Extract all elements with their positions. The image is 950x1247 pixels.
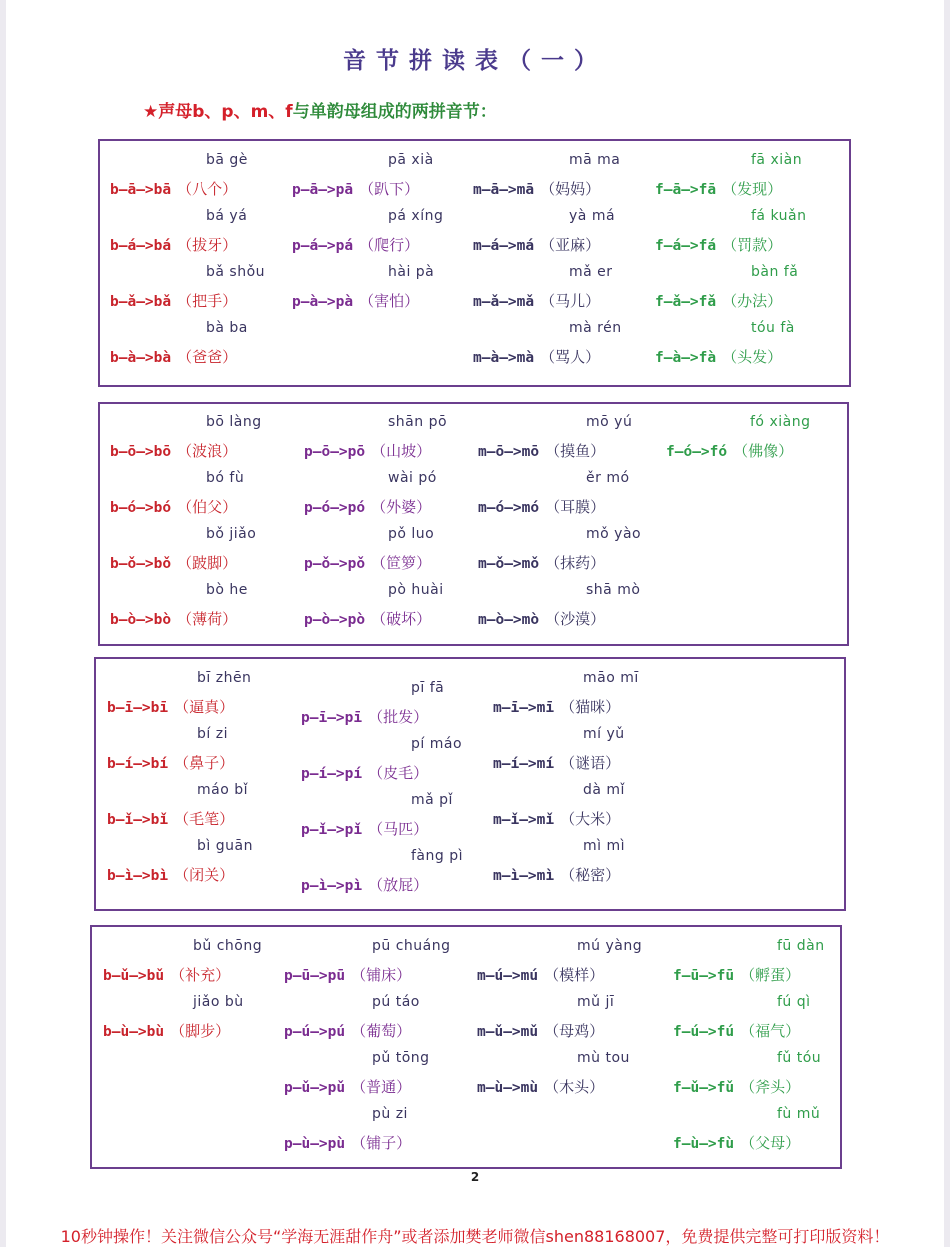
spelling-formula: m—á—>má — [473, 238, 535, 254]
pinyin-example: jiǎo bù — [193, 994, 244, 1010]
spelling-line — [493, 808, 620, 829]
example-word: （脚步） — [170, 1022, 231, 1040]
example-word: （头发） — [722, 348, 783, 366]
box4-b-syllable-1 — [103, 938, 313, 994]
pinyin-example: pù zi — [372, 1106, 408, 1122]
spelling-formula: f—ù—>fù — [673, 1136, 735, 1152]
box1-m-syllable-3 — [473, 264, 683, 320]
pinyin-example: pǒ luo — [388, 526, 435, 542]
spelling-line — [103, 1020, 230, 1041]
spelling-line — [477, 1076, 604, 1097]
example-word: （妈妈） — [540, 180, 601, 198]
pinyin-example: shān pō — [388, 414, 448, 430]
example-word: （抹药） — [545, 554, 606, 572]
pinyin-example: mì mì — [583, 838, 626, 854]
example-word: （把手） — [177, 292, 238, 310]
spelling-line — [110, 496, 237, 517]
spelling-formula: b—ǎ—>bǎ — [110, 294, 172, 310]
example-word: （闭关） — [174, 866, 235, 884]
spelling-formula: f—ǎ—>fǎ — [655, 294, 717, 310]
spelling-line — [666, 440, 793, 461]
pinyin-example: yà má — [569, 208, 616, 224]
example-word: （秘密） — [560, 866, 621, 884]
pinyin-example: bǔ chōng — [193, 938, 263, 954]
box3-b-syllable-3 — [107, 782, 317, 838]
spelling-line — [478, 440, 605, 461]
spelling-formula: p—ǔ—>pǔ — [284, 1080, 346, 1096]
pinyin-example: mā ma — [569, 152, 621, 168]
box2-b-syllable-4 — [110, 582, 320, 638]
spelling-formula: p—í—>pí — [301, 766, 363, 782]
pinyin-example: hài pà — [388, 264, 435, 280]
spelling-formula: m—ò—>mò — [478, 612, 540, 628]
example-word: （马匹） — [368, 820, 429, 838]
pinyin-example: tóu fà — [751, 320, 795, 336]
spelling-formula: b—à—>bà — [110, 350, 172, 366]
box2-f-syllable-1 — [666, 414, 876, 470]
spelling-formula: m—í—>mí — [493, 756, 555, 772]
heading-description: 与单韵母组成的两拼音节： — [292, 102, 497, 122]
spelling-formula: b—ì—>bì — [107, 868, 169, 884]
example-word: （伯父） — [177, 498, 238, 516]
spelling-line — [493, 752, 620, 773]
box3-m-syllable-3 — [493, 782, 703, 838]
right-edge-shade — [944, 0, 950, 1247]
pinyin-example: mí yǔ — [583, 726, 625, 742]
example-word: （爸爸） — [177, 348, 238, 366]
spelling-formula: b—ī—>bī — [107, 700, 169, 716]
spelling-formula: m—ú—>mú — [477, 968, 539, 984]
spelling-formula: b—ā—>bā — [110, 182, 172, 198]
spelling-formula: b—ǐ—>bǐ — [107, 812, 169, 828]
spelling-formula: b—á—>bá — [110, 238, 172, 254]
box3-p-syllable-4 — [301, 848, 511, 904]
pinyin-example: pò huài — [388, 582, 444, 598]
box1-p-syllable-2 — [292, 208, 502, 264]
example-word: （铺子） — [351, 1134, 412, 1152]
box4-f-syllable-2 — [673, 994, 883, 1050]
pinyin-example: bí zi — [197, 726, 228, 742]
example-word: （皮毛） — [368, 764, 429, 782]
box4-p-syllable-1 — [284, 938, 494, 994]
box2-m-syllable-1 — [478, 414, 688, 470]
example-word: （沙漠） — [545, 610, 606, 628]
box1-p-syllable-1 — [292, 152, 502, 208]
spelling-line — [493, 696, 620, 717]
spelling-line — [107, 752, 234, 773]
example-word: （亚麻） — [540, 236, 601, 254]
pinyin-example: shā mò — [586, 582, 641, 598]
example-word: （拔牙） — [177, 236, 238, 254]
example-word: （波浪） — [177, 442, 238, 460]
star-icon: ★ — [143, 102, 159, 122]
pinyin-example: mǒ yào — [586, 526, 642, 542]
spelling-line — [110, 440, 237, 461]
pinyin-example: fú qì — [777, 994, 811, 1010]
spelling-formula: f—ū—>fū — [673, 968, 735, 984]
pinyin-example: bì guān — [197, 838, 253, 854]
example-word: （鼻子） — [174, 754, 235, 772]
box3-p-syllable-3 — [301, 792, 511, 848]
example-word: （山坡） — [371, 442, 432, 460]
example-word: （趴下） — [359, 180, 420, 198]
pinyin-example: bǎ shǒu — [206, 264, 266, 280]
spelling-formula: p—ī—>pī — [301, 710, 363, 726]
spelling-line — [477, 964, 604, 985]
page-title: 音节拼读表（一） — [343, 47, 607, 74]
spelling-line — [673, 1076, 800, 1097]
example-word: （耳膜） — [545, 498, 606, 516]
spelling-formula: f—ā—>fā — [655, 182, 717, 198]
pinyin-example: fǔ tóu — [777, 1050, 822, 1066]
example-word: （罚款） — [722, 236, 783, 254]
box4-f-syllable-3 — [673, 1050, 883, 1106]
pinyin-example: pú táo — [372, 994, 420, 1010]
section-heading — [143, 97, 497, 122]
example-word: （骂人） — [540, 348, 601, 366]
spelling-line — [673, 1132, 800, 1153]
pinyin-example: pǔ tōng — [372, 1050, 430, 1066]
spelling-line — [284, 1076, 411, 1097]
spelling-line — [107, 864, 234, 885]
spelling-formula: m—à—>mà — [473, 350, 535, 366]
spelling-line — [284, 1132, 411, 1153]
pinyin-example: dà mǐ — [583, 782, 625, 798]
example-word: （办法） — [722, 292, 783, 310]
spelling-formula: f—á—>fá — [655, 238, 717, 254]
example-word: （父母） — [740, 1134, 801, 1152]
box3-m-syllable-1 — [493, 670, 703, 726]
heading-initials: 声母b、p、m、f — [158, 102, 293, 122]
pinyin-example: mǎ er — [569, 264, 613, 280]
spelling-formula: m—ǔ—>mǔ — [477, 1024, 539, 1040]
pinyin-example: pá xíng — [388, 208, 444, 224]
example-word: （毛笔） — [174, 810, 235, 828]
box3-p-syllable-1 — [301, 680, 511, 736]
spelling-line — [301, 818, 428, 839]
pinyin-example: pī fā — [411, 680, 445, 696]
spelling-formula: b—ō—>bō — [110, 444, 172, 460]
example-word: （斧头） — [740, 1078, 801, 1096]
spelling-line — [107, 696, 234, 717]
spelling-formula: m—ù—>mù — [477, 1080, 539, 1096]
left-edge-shade — [0, 0, 6, 1247]
example-word: （发现） — [722, 180, 783, 198]
example-word: （破坏） — [371, 610, 432, 628]
spelling-formula: p—ù—>pù — [284, 1136, 346, 1152]
spelling-formula: p—ō—>pō — [304, 444, 366, 460]
spelling-line — [478, 496, 605, 517]
example-word: （谜语） — [560, 754, 621, 772]
spelling-formula: m—ì—>mì — [493, 868, 555, 884]
pinyin-example: pū chuáng — [372, 938, 451, 954]
spelling-line — [477, 1020, 604, 1041]
example-word: （摸鱼） — [545, 442, 606, 460]
pinyin-example: mú yàng — [577, 938, 643, 954]
pinyin-example: máo bǐ — [197, 782, 249, 798]
box1-b-syllable-2 — [110, 208, 320, 264]
pinyin-example: bá yá — [206, 208, 248, 224]
spelling-line — [110, 346, 237, 367]
spelling-formula: m—ǐ—>mǐ — [493, 812, 555, 828]
example-word: （外婆） — [371, 498, 432, 516]
pinyin-example: bà ba — [206, 320, 248, 336]
spelling-line — [292, 178, 419, 199]
box4-b-syllable-2 — [103, 994, 313, 1050]
box4-p-syllable-3 — [284, 1050, 494, 1106]
pinyin-example: fá kuǎn — [751, 208, 807, 224]
spelling-line — [110, 290, 237, 311]
spelling-formula: p—ó—>pó — [304, 500, 366, 516]
spelling-line — [673, 964, 800, 985]
box1-b-syllable-1 — [110, 152, 320, 208]
pinyin-example: bā gè — [206, 152, 248, 168]
pinyin-example: fó xiàng — [750, 414, 811, 430]
spelling-line — [473, 178, 600, 199]
example-word: （放屁） — [368, 876, 429, 894]
spelling-line — [301, 874, 428, 895]
example-word: （佛像） — [733, 442, 794, 460]
example-word: （福气） — [740, 1022, 801, 1040]
spelling-formula: p—ú—>pú — [284, 1024, 346, 1040]
box1-p-syllable-3 — [292, 264, 502, 320]
example-word: （害怕） — [359, 292, 420, 310]
pinyin-example: mō yú — [586, 414, 633, 430]
spelling-formula: m—ī—>mī — [493, 700, 555, 716]
spelling-line — [655, 234, 782, 255]
pinyin-example: fàng pì — [411, 848, 463, 864]
spelling-line — [473, 290, 600, 311]
box3-m-syllable-4 — [493, 838, 703, 894]
box1-f-syllable-3 — [655, 264, 865, 320]
box3-b-syllable-2 — [107, 726, 317, 782]
example-word: （笸箩） — [371, 554, 432, 572]
spelling-formula: p—ǒ—>pǒ — [304, 556, 366, 572]
spelling-formula: m—ǒ—>mǒ — [478, 556, 540, 572]
box2-m-syllable-3 — [478, 526, 688, 582]
pinyin-example: pí máo — [411, 736, 463, 752]
example-word: （逼真） — [174, 698, 235, 716]
spelling-formula: p—ū—>pū — [284, 968, 346, 984]
spelling-formula: b—ǒ—>bǒ — [110, 556, 172, 572]
pinyin-example: mà rén — [569, 320, 622, 336]
box1-m-syllable-1 — [473, 152, 683, 208]
spelling-formula: p—ì—>pì — [301, 878, 363, 894]
box3-b-syllable-4 — [107, 838, 317, 894]
page-number: 2 — [470, 1170, 480, 1184]
box1-b-syllable-4 — [110, 320, 320, 376]
box1-f-syllable-2 — [655, 208, 865, 264]
spelling-formula: p—à—>pà — [292, 294, 354, 310]
spelling-formula: b—ǔ—>bǔ — [103, 968, 165, 984]
box1-m-syllable-2 — [473, 208, 683, 264]
example-word: （母鸡） — [544, 1022, 605, 1040]
promo-footer: 10秒钟操作！关注微信公众号“学海无涯甜作舟”或者添加樊老师微信shen88168007，免费提供完整可打印版资料！ — [60, 1227, 890, 1246]
spelling-line — [655, 346, 782, 367]
spelling-line — [301, 762, 428, 783]
spelling-line — [110, 552, 237, 573]
spelling-formula: p—ǐ—>pǐ — [301, 822, 363, 838]
example-word: （大米） — [560, 810, 621, 828]
spelling-line — [292, 290, 419, 311]
spelling-line — [478, 552, 605, 573]
spelling-formula: m—ā—>mā — [473, 182, 535, 198]
example-word: （模样） — [544, 966, 605, 984]
spelling-line — [284, 964, 411, 985]
spelling-line — [304, 608, 431, 629]
spelling-line — [473, 346, 600, 367]
box3-m-syllable-2 — [493, 726, 703, 782]
spelling-formula: f—à—>fà — [655, 350, 717, 366]
spelling-line — [103, 964, 230, 985]
spelling-line — [284, 1020, 411, 1041]
spelling-formula: p—ò—>pò — [304, 612, 366, 628]
spelling-line — [110, 234, 237, 255]
spelling-line — [304, 552, 431, 573]
spelling-formula: f—ǔ—>fǔ — [673, 1080, 735, 1096]
box4-m-syllable-1 — [477, 938, 687, 994]
pinyin-example: mù tou — [577, 1050, 630, 1066]
spelling-line — [655, 290, 782, 311]
box2-m-syllable-4 — [478, 582, 688, 638]
example-word: （猫咪） — [560, 698, 621, 716]
spelling-formula: p—ā—>pā — [292, 182, 354, 198]
spelling-line — [673, 1020, 800, 1041]
spelling-line — [493, 864, 620, 885]
box2-b-syllable-2 — [110, 470, 320, 526]
box4-f-syllable-4 — [673, 1106, 883, 1162]
example-word: （补充） — [170, 966, 231, 984]
spelling-formula: m—ó—>mó — [478, 500, 540, 516]
box3-p-syllable-2 — [301, 736, 511, 792]
example-word: （跛脚） — [177, 554, 238, 572]
box1-b-syllable-3 — [110, 264, 320, 320]
pinyin-example: bō làng — [206, 414, 262, 430]
pinyin-example: wài pó — [388, 470, 437, 486]
pinyin-example: bó fù — [206, 470, 245, 486]
spelling-formula: b—í—>bí — [107, 756, 169, 772]
spelling-line — [655, 178, 782, 199]
pinyin-example: mǎ pǐ — [411, 792, 453, 808]
box4-p-syllable-4 — [284, 1106, 494, 1162]
spelling-formula: m—ǎ—>mǎ — [473, 294, 535, 310]
box1-f-syllable-1 — [655, 152, 865, 208]
box4-f-syllable-1 — [673, 938, 883, 994]
example-word: （普通） — [351, 1078, 412, 1096]
example-word: （八个） — [177, 180, 238, 198]
box2-m-syllable-2 — [478, 470, 688, 526]
spelling-line — [304, 496, 431, 517]
pinyin-example: fù mǔ — [777, 1106, 821, 1122]
example-word: （薄荷） — [177, 610, 238, 628]
example-word: （批发） — [368, 708, 429, 726]
example-word: （木头） — [544, 1078, 605, 1096]
pinyin-example: mǔ jī — [577, 994, 615, 1010]
spelling-line — [304, 440, 431, 461]
box4-p-syllable-2 — [284, 994, 494, 1050]
spelling-formula: f—ó—>fó — [666, 444, 728, 460]
box4-m-syllable-2 — [477, 994, 687, 1050]
example-word: （孵蛋） — [740, 966, 801, 984]
spelling-formula: b—ó—>bó — [110, 500, 172, 516]
box1-m-syllable-4 — [473, 320, 683, 376]
spelling-line — [473, 234, 600, 255]
spelling-formula: b—ù—>bù — [103, 1024, 165, 1040]
pinyin-example: ěr mó — [586, 470, 630, 486]
example-word: （葡萄） — [351, 1022, 412, 1040]
spelling-line — [110, 178, 237, 199]
spelling-line — [292, 234, 419, 255]
pinyin-example: māo mī — [583, 670, 639, 686]
spelling-formula: f—ú—>fú — [673, 1024, 735, 1040]
pinyin-example: bò he — [206, 582, 248, 598]
spelling-line — [107, 808, 234, 829]
pinyin-example: fā xiàn — [751, 152, 803, 168]
pinyin-example: bǒ jiǎo — [206, 526, 257, 542]
example-word: （爬行） — [359, 236, 420, 254]
example-word: （铺床） — [351, 966, 412, 984]
pinyin-example: bī zhēn — [197, 670, 252, 686]
box2-b-syllable-3 — [110, 526, 320, 582]
example-word: （马儿） — [540, 292, 601, 310]
spelling-line — [110, 608, 237, 629]
spelling-line — [301, 706, 428, 727]
box2-b-syllable-1 — [110, 414, 320, 470]
spelling-formula: p—á—>pá — [292, 238, 354, 254]
pinyin-example: pā xià — [388, 152, 434, 168]
spelling-line — [478, 608, 605, 629]
box4-m-syllable-3 — [477, 1050, 687, 1106]
pinyin-example: bàn fǎ — [751, 264, 799, 280]
pinyin-example: fū dàn — [777, 938, 825, 954]
box3-b-syllable-1 — [107, 670, 317, 726]
spelling-formula: m—ō—>mō — [478, 444, 540, 460]
box1-f-syllable-4 — [655, 320, 865, 376]
spelling-formula: b—ò—>bò — [110, 612, 172, 628]
